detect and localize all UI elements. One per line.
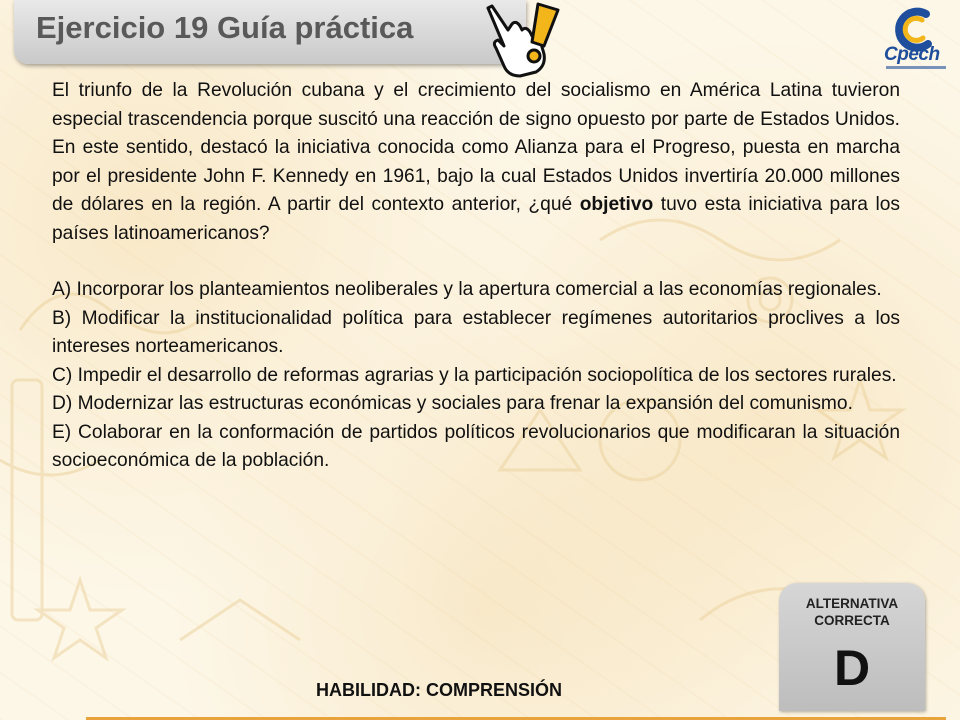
option-d[interactable]: D) Modernizar las estructuras económicas y sociales para frenar la expansión del comunismo.	[52, 393, 853, 414]
logo-tagline-bar	[886, 66, 946, 69]
question-keyword: objetivo	[579, 194, 654, 215]
question-text	[52, 77, 900, 248]
question-text-part2: tuvo esta iniciativa para los países latinoamericanos?	[52, 194, 900, 244]
skill-label: HABILIDAD: COMPRENSIÓN	[316, 680, 562, 700]
option-c[interactable]: C) Impedir el desarrollo de reformas agrarias y la participación sociopolítica de los sectores rurales.	[52, 364, 897, 386]
answer-letter: D	[833, 640, 871, 696]
title-bar	[14, 0, 526, 64]
exercise-content	[52, 77, 900, 476]
correct-answer-box	[779, 583, 925, 711]
option-e[interactable]: E) Colaborar en la conformación de partidos políticos revolucionarios que modificaran la situación socioeconómica de la población.	[52, 421, 900, 471]
option-b[interactable]: B) Modificar la institucionalidad política para establecer regímenes autoritarios proclives a los intereses norteamericanos.	[52, 307, 900, 357]
answer-label-line1: ALTERNATIVA	[805, 596, 899, 611]
answer-label	[779, 595, 925, 629]
logo-text: Cpech	[884, 44, 940, 65]
answer-label-line2: CORRECTA	[814, 613, 890, 628]
page-title: Ejercicio 19 Guía práctica	[36, 10, 414, 45]
question-text-part1: El triunfo de la Revolución cubana y el crecimiento del socialismo en América Latina tuvieron especial trascendencia porque suscitó una reacción de signo opuesto por parte de Estados Unidos. En este sentido, destacó la iniciativa conocida como Alianza para el Progreso, puesta en marcha por el presidente John F. Kennedy en 1961, bajo la cual Estados Unidos invertiría 20.000 millones de dólares en la región. A partir del contexto anterior, ¿qué	[52, 80, 900, 215]
option-a[interactable]: A) Incorporar los planteamientos neoliberales y la apertura comercial a las economías regionales.	[52, 279, 882, 300]
pointing-hand-icon	[478, 0, 564, 78]
